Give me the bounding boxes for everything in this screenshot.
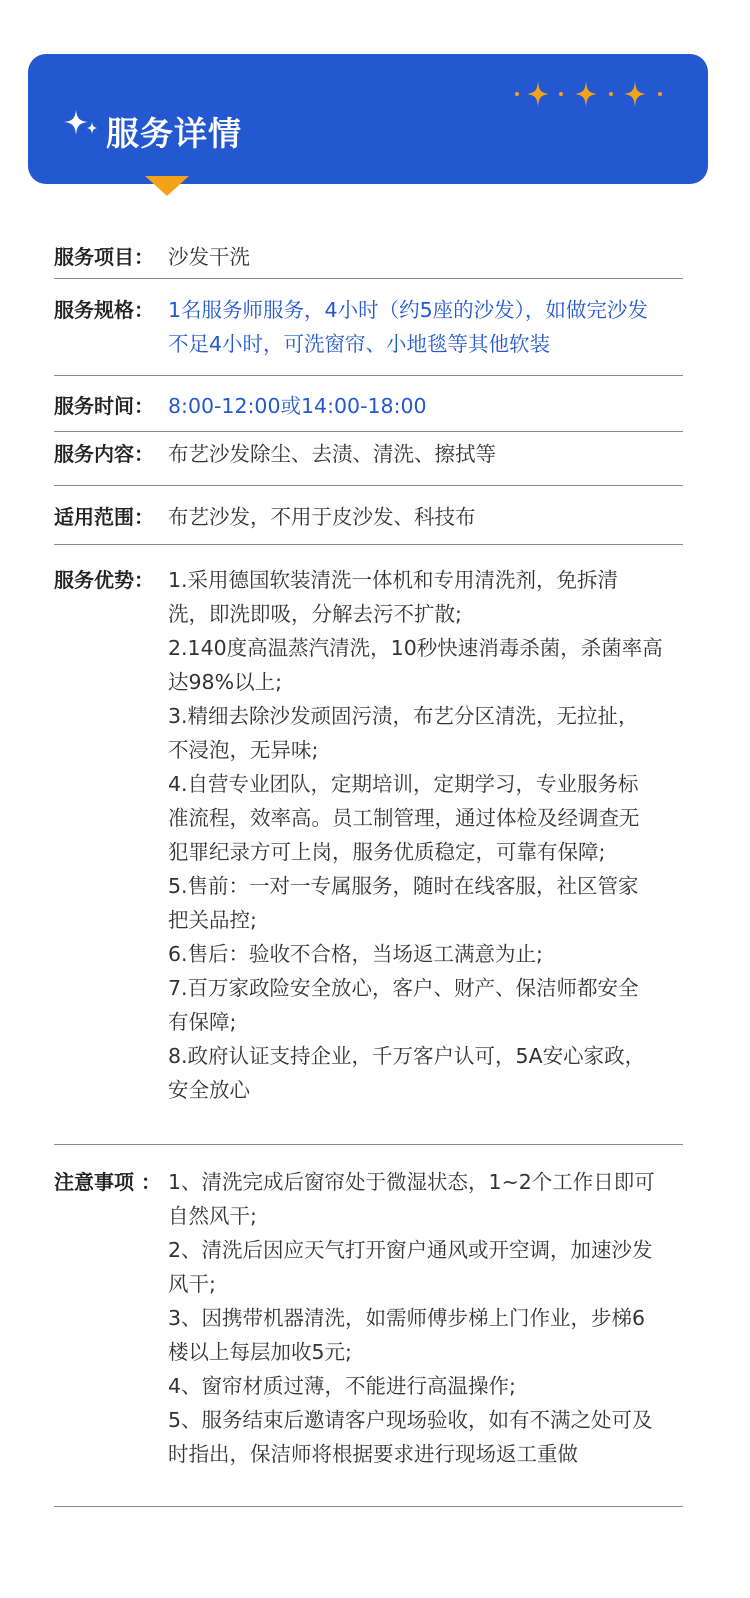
advantage-line: 2.140度高温蒸汽清洗，10秒快速消毒杀菌，杀菌率高 — [168, 636, 663, 660]
advantage-line: 3.精细去除沙发顽固污渍，布艺分区清洗，无拉扯， — [168, 704, 639, 728]
label-notes: 注意事项 ： — [54, 1170, 161, 1194]
row-spec — [54, 279, 683, 376]
note-line: 3、因携带机器清洗，如需师傅步梯上门作业，步梯6 — [168, 1306, 646, 1330]
advantage-line: 犯罪纪录方可上岗，服务优质稳定，可靠有保障; — [168, 840, 606, 864]
note-line: 楼以上每层加收5元; — [168, 1340, 352, 1364]
label-spec: 服务规格： — [54, 298, 154, 322]
note-line: 风干; — [168, 1272, 216, 1296]
advantage-line: 7.百万家政险安全放心，客户、财产、保洁师都安全 — [168, 976, 639, 1000]
pointer-triangle — [145, 176, 189, 196]
note-line: 4、窗帘材质过薄，不能进行高温操作; — [168, 1374, 516, 1398]
spec-line-1: 1名服务师服务，4小时（约5座的沙发），如做完沙发 — [168, 298, 648, 322]
label-service-item: 服务项目： — [54, 245, 154, 269]
note-line: 5、服务结束后邀请客户现场验收，如有不满之处可及 — [168, 1408, 653, 1432]
advantage-line: 不浸泡，无异味; — [168, 738, 319, 762]
label-time: 服务时间： — [54, 394, 154, 418]
spec-line-2: 不足4小时，可洗窗帘、小地毯等其他软装 — [168, 332, 551, 356]
row-service-item — [54, 234, 683, 279]
row-notes — [54, 1145, 683, 1507]
row-content — [54, 432, 683, 486]
advantage-line: 8.政府认证支持企业，千万客户认可，5A安心家政， — [168, 1044, 646, 1068]
advantage-line: 达98%以上; — [168, 670, 282, 694]
advantage-line: 1.采用德国软装清洗一体机和专用清洗剂，免拆清 — [168, 568, 619, 592]
value-content: 布艺沙发除尘、去渍、清洗、擦拭等 — [168, 442, 496, 466]
label-content: 服务内容： — [54, 442, 154, 466]
note-line: 2、清洗后因应天气打开窗户通风或开空调，加速沙发 — [168, 1238, 653, 1262]
row-advantages — [54, 545, 683, 1145]
sparkle-icon — [62, 108, 102, 142]
advantage-line: 准流程，效率高。员工制管理，通过体检及经调查无 — [168, 806, 640, 830]
value-notes — [168, 1165, 683, 1506]
label-scope: 适用范围： — [54, 505, 154, 529]
label-advantages: 服务优势： — [54, 568, 154, 592]
value-spec — [168, 293, 683, 375]
page-title: 服务详情 — [106, 114, 242, 153]
advantage-line: 安全放心 — [168, 1078, 250, 1102]
advantage-line: 5.售前：一对一专属服务，随时在线客服，社区管家 — [168, 874, 639, 898]
advantage-line: 有保障; — [168, 1010, 237, 1034]
advantage-line: 洗，即洗即吸，分解去污不扩散; — [168, 602, 462, 626]
value-scope: 布艺沙发，不用于皮沙发、科技布 — [168, 505, 476, 529]
note-line: 自然风干; — [168, 1204, 257, 1228]
header-banner — [28, 54, 708, 184]
value-advantages — [168, 563, 683, 1144]
star-icon — [514, 79, 664, 109]
advantage-line: 4.自营专业团队，定期培训，定期学习，专业服务标 — [168, 772, 639, 796]
row-time — [54, 376, 683, 432]
row-scope — [54, 486, 683, 545]
value-time: 8:00-12:00或14:00-18:00 — [168, 394, 427, 418]
service-details — [54, 234, 683, 1507]
note-line: 1、清洗完成后窗帘处于微湿状态，1~2个工作日即可 — [168, 1170, 655, 1194]
advantage-line: 6.售后：验收不合格，当场返工满意为止; — [168, 942, 543, 966]
note-line: 时指出，保洁师将根据要求进行现场返工重做 — [168, 1442, 578, 1466]
advantage-line: 把关品控; — [168, 908, 257, 932]
value-service-item: 沙发干洗 — [168, 245, 250, 269]
